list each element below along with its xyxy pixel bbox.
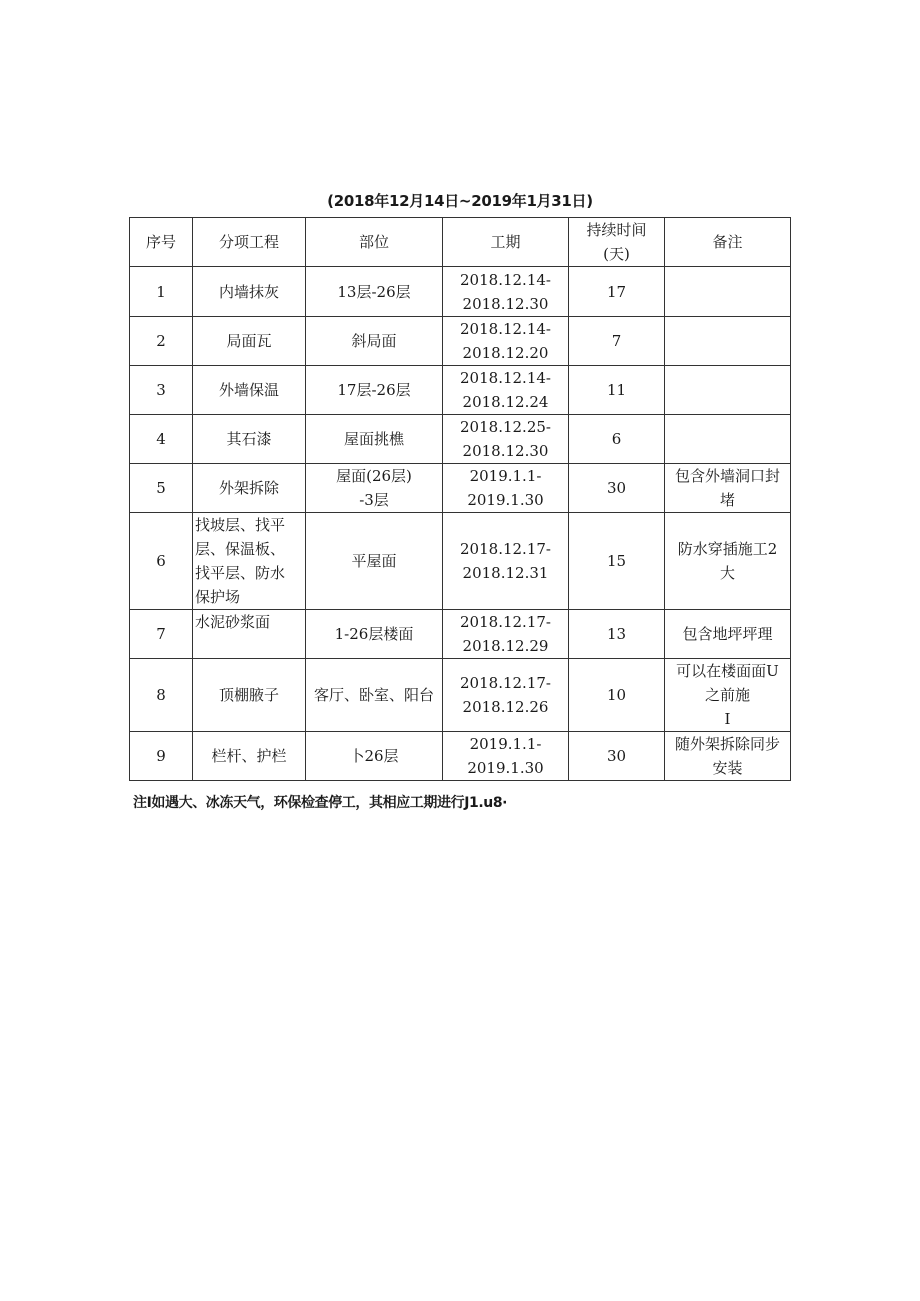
- header-period: 工期: [443, 218, 569, 267]
- cell-remark: [665, 415, 791, 464]
- table-header-row: [130, 218, 791, 267]
- cell-remark: [665, 317, 791, 366]
- cell-duration: 7: [569, 317, 665, 366]
- cell-duration: 30: [569, 464, 665, 513]
- cell-remark: 包含外墙洞口封 堵: [665, 464, 791, 513]
- schedule-caption: (2018年12月14日~2019年1月31日): [327, 192, 593, 210]
- cell-item: 找坡层、找平 层、保温板、 找平层、防水 保护场: [193, 513, 306, 610]
- cell-part: 屋面(26层) -3层: [306, 464, 443, 513]
- cell-item: 栏杆、护栏: [193, 732, 306, 781]
- cell-period: 2018.12.25- 2018.12.30: [443, 415, 569, 464]
- cell-remark: 防水穿插施工2 大: [665, 513, 791, 610]
- table-row: [130, 267, 791, 317]
- cell-part: 13层-26层: [306, 267, 443, 317]
- cell-remark: [665, 267, 791, 317]
- header-remark: 备注: [665, 218, 791, 267]
- table-row: [130, 317, 791, 366]
- cell-period: 2018.12.14- 2018.12.24: [443, 366, 569, 415]
- cell-duration: 10: [569, 659, 665, 732]
- cell-part: 1-26层楼面: [306, 610, 443, 659]
- cell-period: 2018.12.14- 2018.12.30: [443, 267, 569, 317]
- header-item: 分项工程: [193, 218, 306, 267]
- cell-part: 客厅、卧室、阳台: [306, 659, 443, 732]
- cell-seq: 8: [130, 659, 193, 732]
- cell-seq: 7: [130, 610, 193, 659]
- cell-period: 2018.12.14- 2018.12.20: [443, 317, 569, 366]
- cell-duration: 17: [569, 267, 665, 317]
- table-row: [130, 464, 791, 513]
- header-part: 部位: [306, 218, 443, 267]
- footnote: 注I如遇大、冰冻天气，环保检查停工，其相应工期进行J1.u8·: [133, 795, 508, 811]
- header-duration: 持续时间 (天): [569, 218, 665, 267]
- cell-item: 其石漆: [193, 415, 306, 464]
- cell-part: 屋面挑樵: [306, 415, 443, 464]
- construction-schedule-table: [129, 217, 791, 781]
- cell-part: 卜26层: [306, 732, 443, 781]
- cell-seq: 6: [130, 513, 193, 610]
- cell-remark: 可以在楼面面U 之前施 I: [665, 659, 791, 732]
- cell-part: 17层-26层: [306, 366, 443, 415]
- cell-period: 2018.12.17- 2018.12.31: [443, 513, 569, 610]
- cell-item: 外墙保温: [193, 366, 306, 415]
- cell-duration: 15: [569, 513, 665, 610]
- cell-seq: 3: [130, 366, 193, 415]
- cell-remark: 包含地坪坪理: [665, 610, 791, 659]
- cell-duration: 30: [569, 732, 665, 781]
- cell-seq: 4: [130, 415, 193, 464]
- cell-duration: 11: [569, 366, 665, 415]
- cell-part: 平屋面: [306, 513, 443, 610]
- cell-item: 局面瓦: [193, 317, 306, 366]
- cell-seq: 2: [130, 317, 193, 366]
- cell-item: 内墙抹灰: [193, 267, 306, 317]
- table-row: [130, 659, 791, 732]
- cell-item: 水泥砂浆面: [193, 610, 306, 659]
- cell-seq: 9: [130, 732, 193, 781]
- table-row: [130, 366, 791, 415]
- cell-remark: [665, 366, 791, 415]
- cell-item: 顶棚腋子: [193, 659, 306, 732]
- cell-item: 外架拆除: [193, 464, 306, 513]
- cell-duration: 13: [569, 610, 665, 659]
- cell-period: 2019.1.1- 2019.1.30: [443, 732, 569, 781]
- cell-seq: 1: [130, 267, 193, 317]
- table-row: [130, 732, 791, 781]
- cell-period: 2019.1.1- 2019.1.30: [443, 464, 569, 513]
- table-row: [130, 610, 791, 659]
- cell-period: 2018.12.17- 2018.12.29: [443, 610, 569, 659]
- table-row: [130, 415, 791, 464]
- cell-period: 2018.12.17- 2018.12.26: [443, 659, 569, 732]
- cell-remark: 随外架拆除同步 安装: [665, 732, 791, 781]
- cell-duration: 6: [569, 415, 665, 464]
- cell-part: 斜局面: [306, 317, 443, 366]
- table-row: [130, 513, 791, 610]
- header-seq: 序号: [130, 218, 193, 267]
- cell-seq: 5: [130, 464, 193, 513]
